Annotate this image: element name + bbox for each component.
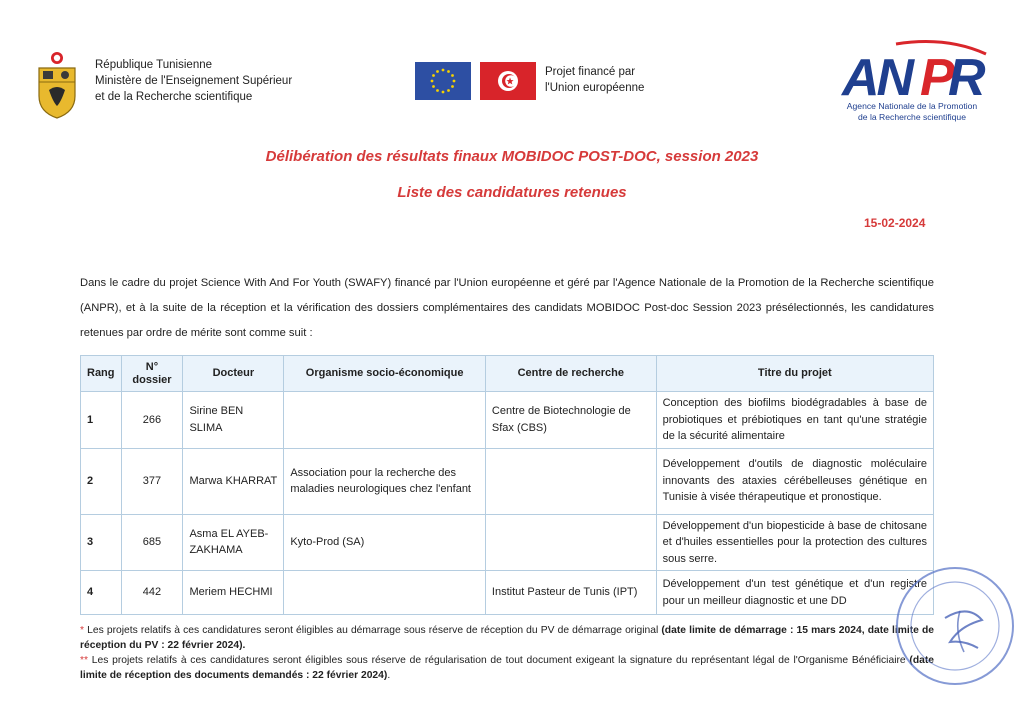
col-centre: Centre de recherche — [485, 356, 656, 392]
anpr-sub-line: de la Recherche scientifique — [858, 112, 966, 122]
col-organisme: Organisme socio-économique — [284, 356, 486, 392]
cell-organisme — [284, 571, 486, 615]
cell-titre: Conception des biofilms biodégradables à base de probiotiques et prébiotiques en tant qu'une stratégie de la sécurité alimentaire — [656, 392, 933, 449]
cell-dossier: 442 — [121, 571, 183, 615]
table-row — [81, 392, 934, 449]
funded-by-block — [545, 64, 644, 96]
cell-rang: 1 — [81, 392, 122, 449]
footnote-marker: * — [80, 625, 85, 636]
cell-organisme: Kyto-Prod (SA) — [284, 514, 486, 571]
footnote-text: Les projets relatifs à ces candidatures seront éligibles sous réserve de régularisation de tout document exigeant la signature du représentant légal de l'Organisme Bénéficiaire — [88, 655, 910, 666]
col-docteur: Docteur — [183, 356, 284, 392]
cell-centre — [485, 448, 656, 514]
cell-centre — [485, 514, 656, 571]
cell-rang: 4 — [81, 571, 122, 615]
ministry-line: République Tunisienne — [95, 59, 213, 71]
cell-titre: Développement d'outils de diagnostic moléculaire innovants des ataxies cérébelleuses génétique en Tunisie à visée thérapeutique et pronostique. — [656, 448, 933, 514]
cell-centre: Centre de Biotechnologie de Sfax (CBS) — [485, 392, 656, 449]
footnote-2 — [80, 653, 934, 683]
footnote-text: Les projets relatifs à ces candidatures seront éligibles au démarrage sous réserve de réception du PV de démarrage original — [84, 625, 662, 636]
cell-dossier: 266 — [121, 392, 183, 449]
footnote-deadline: (date limite de démarrage : 15 mars 2024, date limite de réception du PV : 22 février 2024). — [80, 625, 934, 651]
funded-line: Projet financé par — [545, 66, 636, 78]
footnote-1 — [80, 623, 934, 653]
svg-text:AN: AN — [842, 49, 912, 107]
col-titre: Titre du projet — [656, 356, 933, 392]
table-row — [81, 448, 934, 514]
official-stamp-icon — [890, 556, 1020, 696]
tunisia-coat-of-arms-icon — [34, 50, 80, 120]
cell-dossier: 377 — [121, 448, 183, 514]
cell-dossier: 685 — [121, 514, 183, 571]
table-header-row — [81, 356, 934, 392]
cell-docteur: Meriem HECHMI — [183, 571, 284, 615]
anpr-sub-line: Agence Nationale de la Promotion — [846, 101, 978, 111]
document-subtitle: Liste des candidatures retenues — [397, 184, 627, 201]
table-row — [81, 571, 934, 615]
eu-flag-icon — [415, 62, 471, 100]
ministry-line: et de la Recherche scientifique — [95, 91, 253, 103]
cell-centre: Institut Pasteur de Tunis (IPT) — [485, 571, 656, 615]
results-table — [80, 355, 934, 615]
intro-paragraph: Dans le cadre du projet Science With And For Youth (SWAFY) financé par l'Union européenne et géré par l'Agence Nationale de la Promotion de la Recherche scientifique (ANPR), et à la suite de la réception et la vérification des dossiers complémentaires des candidats MOBIDOC Post-doc Session 2023 présélectionnés, les candidatures retenues par ordre de mérite sont comme suit : — [80, 277, 934, 339]
cell-organisme: Association pour la recherche des maladies neurologiques chez l'enfant — [284, 448, 486, 514]
cell-docteur: Asma EL AYEB-ZAKHAMA — [183, 514, 284, 571]
funded-line: l'Union européenne — [545, 82, 645, 94]
cell-rang: 3 — [81, 514, 122, 571]
cell-organisme — [284, 392, 486, 449]
svg-text:R: R — [948, 49, 983, 107]
footnote-deadline: (date limite de réception des documents demandés : 22 février 2024) — [80, 655, 934, 681]
col-dossier: N° dossier — [121, 356, 183, 392]
svg-text:P: P — [920, 49, 952, 107]
tunisia-flag-icon — [480, 62, 536, 100]
footnote-marker: ** — [80, 655, 89, 666]
footnotes — [80, 623, 934, 683]
ministry-line: Ministère de l'Enseignement Supérieur — [95, 75, 293, 87]
document-title: Délibération des résultats finaux MOBIDOC POST-DOC, session 2023 — [265, 148, 759, 165]
footnote-end: . — [387, 670, 391, 681]
anpr-subtitle — [830, 101, 994, 123]
cell-rang: 2 — [81, 448, 122, 514]
cell-titre: Développement d'un test génétique et d'un registre pour un meilleur diagnostic et une DD — [656, 571, 933, 615]
table-row — [81, 514, 934, 571]
cell-docteur: Marwa KHARRAT — [183, 448, 284, 514]
ministry-block — [95, 57, 292, 105]
document-date: 15-02-2024 — [864, 216, 926, 230]
cell-docteur: Sirine BEN SLIMA — [183, 392, 284, 449]
cell-titre: Développement d'un biopesticide à base de chitosane et d'huiles essentielles pour la protection des cultures sous serre. — [656, 514, 933, 571]
col-rang: Rang — [81, 356, 122, 392]
